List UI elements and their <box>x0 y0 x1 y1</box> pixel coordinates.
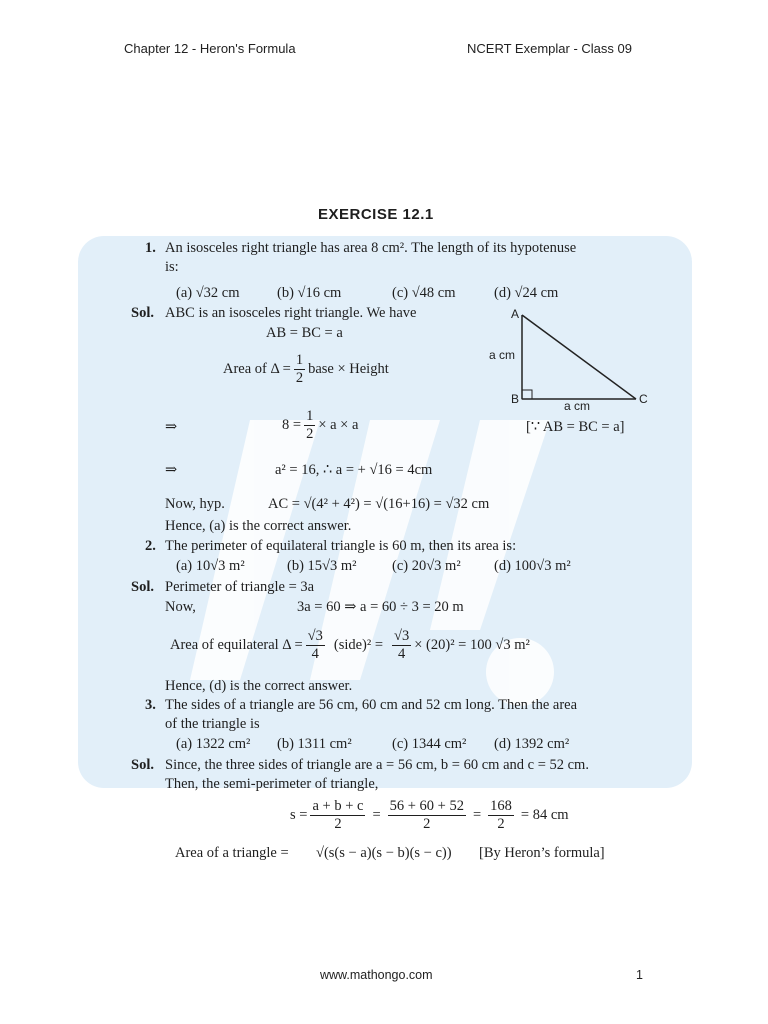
sol3-eq-sign-2: = <box>472 807 482 823</box>
sol1-eq2-num: 1 <box>306 408 314 424</box>
sol1-area-num: 1 <box>295 352 304 368</box>
q1-option-c: (c) √48 cm <box>392 285 456 301</box>
vertex-c-label: C <box>639 392 648 406</box>
sol1-area-rhs: base × Height <box>308 361 389 377</box>
side-bc-label: a cm <box>564 399 591 413</box>
sol3-frac2-num: 56 + 60 + 52 <box>389 798 464 814</box>
page-number: 1 <box>636 968 643 982</box>
header-chapter: Chapter 12 - Heron's Formula <box>124 41 296 56</box>
sol1-eq2-lhs: 8 = <box>282 417 302 433</box>
q2-option-b: (b) 15√3 m² <box>287 558 357 574</box>
sol3-frac2 <box>388 798 466 833</box>
q3-option-c: (c) 1344 cm² <box>392 736 467 752</box>
q3-text: The sides of a triangle are 56 cm, 60 cm and 52 cm long. Then the area <box>165 697 578 713</box>
right-angle-marker <box>522 390 532 399</box>
sol1-eq2-fraction <box>304 408 315 443</box>
q3-option-b: (b) 1311 cm² <box>277 736 352 752</box>
side-ab-label: a cm <box>489 348 516 362</box>
sol2-frac2-num: √3 <box>394 628 410 644</box>
sol1-label: Sol. <box>131 305 154 321</box>
sol1-eq2-reason: [∵ AB = BC = a] <box>526 419 625 435</box>
sol3-s-rhs: = 84 cm <box>520 807 569 823</box>
sol3-label: Sol. <box>131 757 154 773</box>
sol3-area-lhs: Area of a triangle = <box>175 845 289 861</box>
sol1-area-formula <box>223 352 389 387</box>
q2-option-d: (d) 100√3 m² <box>494 558 571 574</box>
sol1-area-den: 2 <box>295 370 304 386</box>
footer-url: www.mathongo.com <box>320 968 433 982</box>
triangle-side-ac <box>522 315 636 399</box>
q3-text-cont: of the triangle is <box>165 716 260 732</box>
sol3-line2: Then, the semi-perimeter of triangle, <box>165 776 379 792</box>
q1-text: An isosceles right triangle has area 8 cm². The length of its hypotenuse <box>165 240 577 256</box>
sol3-line1: Since, the three sides of triangle are a = 56 cm, b = 60 cm and c = 52 cm. <box>165 757 589 773</box>
sol3-semi-perimeter <box>290 798 569 833</box>
sol3-eq-sign-1: = <box>372 807 381 823</box>
sol2-frac2-den: 4 <box>398 646 406 662</box>
sol1-answer: Hence, (a) is the correct answer. <box>165 518 352 534</box>
sol1-eq2 <box>282 408 358 443</box>
sol1-hyp-label: Now, hyp. <box>165 496 225 512</box>
q1-option-d: (d) √24 cm <box>494 285 559 301</box>
q1-text-cont: is: <box>165 259 179 275</box>
sol1-eq2-rhs: × a × a <box>318 417 359 433</box>
q1-option-a: (a) √32 cm <box>176 285 240 301</box>
sol3-frac1 <box>310 798 365 833</box>
sol3-area-rhs: √(s(s − a)(s − b)(s − c)) <box>316 845 452 861</box>
sol2-frac2 <box>392 628 411 663</box>
q2-option-a: (a) 10√3 m² <box>176 558 245 574</box>
sol2-frac1 <box>306 628 325 663</box>
sol3-frac1-den: 2 <box>334 816 342 832</box>
sol3-frac2-den: 2 <box>423 816 431 832</box>
sol3-frac3-num: 168 <box>490 798 512 814</box>
sol1-eq-ab-bc: AB = BC = a <box>266 325 343 341</box>
sol2-rhs: × (20)² = 100 √3 m² <box>414 637 530 653</box>
sol2-answer: Hence, (d) is the correct answer. <box>165 678 353 694</box>
vertex-b-label: B <box>511 392 520 406</box>
sol1-area-fraction <box>294 352 305 387</box>
q1-option-b: (b) √16 cm <box>277 285 342 301</box>
sol1-implies-1: ⇒ <box>165 419 178 435</box>
q3-option-a: (a) 1322 cm² <box>176 736 251 752</box>
q2-text: The perimeter of equilateral triangle is 60 m, then its area is: <box>165 538 517 554</box>
sol2-eq1: 3a = 60 ⇒ a = 60 ÷ 3 = 20 m <box>297 599 464 615</box>
sol1-eq3: a² = 16, ∴ a = + √16 = 4cm <box>275 462 433 478</box>
header-book: NCERT Exemplar - Class 09 <box>467 41 632 56</box>
sol2-now: Now, <box>165 599 196 615</box>
sol3-frac3 <box>488 798 514 833</box>
sol3-s-lhs: s = <box>290 807 308 823</box>
sol3-area-note: [By Heron’s formula] <box>479 845 605 861</box>
sol3-frac1-num: a + b + c <box>312 798 364 814</box>
sol1-intro: ABC is an isosceles right triangle. We have <box>165 305 417 321</box>
vertex-a-label: A <box>511 307 520 321</box>
q1-number: 1. <box>145 240 156 256</box>
sol1-area-lhs: Area of Δ = <box>223 361 291 377</box>
q3-option-d: (d) 1392 cm² <box>494 736 570 752</box>
sol1-hyp-eq: AC = √(4² + 4²) = √(16+16) = √32 cm <box>268 496 490 512</box>
sol2-area-formula <box>170 628 530 663</box>
q2-option-c: (c) 20√3 m² <box>392 558 461 574</box>
sol2-label: Sol. <box>131 579 154 595</box>
q3-number: 3. <box>145 697 156 713</box>
sol2-mid: (side)² = <box>333 637 384 653</box>
sol1-implies-2: ⇒ <box>165 462 178 478</box>
q2-number: 2. <box>145 538 156 554</box>
sol2-area-lhs: Area of equilateral Δ = <box>170 637 303 653</box>
sol2-frac1-den: 4 <box>311 646 319 662</box>
exercise-title: EXERCISE 12.1 <box>318 206 434 223</box>
sol3-frac3-den: 2 <box>497 816 505 832</box>
sol1-eq2-den: 2 <box>306 426 314 442</box>
sol2-frac1-num: √3 <box>307 628 323 644</box>
sol2-perimeter: Perimeter of triangle = 3a <box>165 579 315 595</box>
